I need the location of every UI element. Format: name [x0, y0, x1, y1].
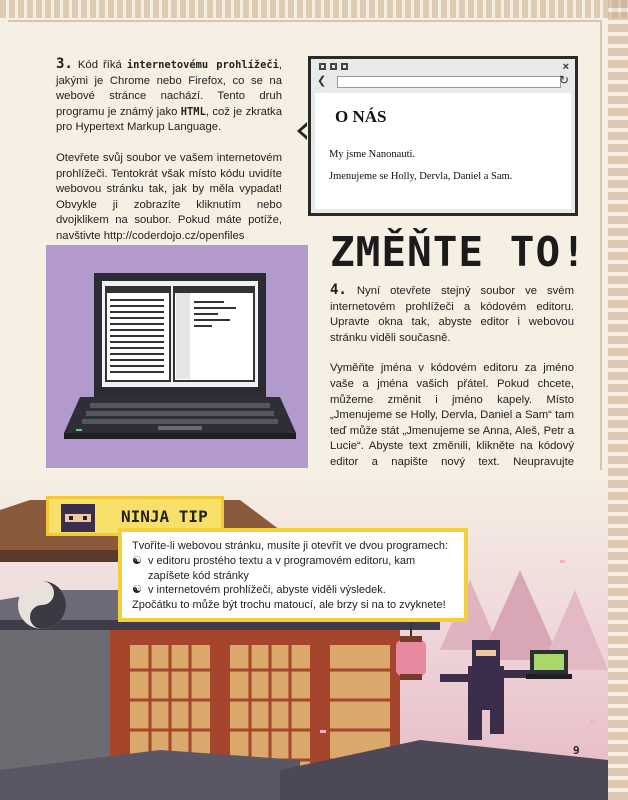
- step4-text-a: Vyměňte jména v kódovém editoru za jméno vaše a jména vašich přátel. Pokud chcete, můžeme změnit i jméno kapely. Místo „Jmenujeme se Holly, Dervla, Daniel a Sam“ tam teď může stát „Jmenujeme se Anna, Aleš, Petr a Lucie“. Abyste text změnili, klikněte na kódový editor a napište nový text. Neupravujte: [330, 362, 574, 468]
- laptop-icon: [46, 245, 308, 468]
- step3-text-e: , což je zkratka pro Hypertext Markup Language.: [56, 105, 282, 134]
- web-page-line-1: My jsme Nanonauti.: [329, 149, 416, 160]
- step4-paragraph-1: [330, 283, 574, 346]
- ninja-tip-title: NINJA TIP: [121, 507, 208, 526]
- tip-item-2: v internetovém prohlížeči, abyste viděli výsledek.: [148, 584, 386, 597]
- step3-paragraph-2: Otevřete svůj soubor ve vašem internetovém prohlížeči. Tentokrát však místo kódu uvidíte webovou stránku tak, jak by měla vypadat! Obvykle ji zobrazíte kliknutím nebo dvojklikem na soubor. Pokud máte potíže, navštivte http://coderdojo.cz/openfiles: [56, 151, 282, 242]
- tip-list-item: [132, 554, 454, 584]
- decorative-border-top: [0, 0, 628, 18]
- browser-window-illustration: [308, 56, 578, 216]
- section-heading: ZMĚŇTE TO!: [330, 228, 587, 276]
- tip-item-1: v editoru prostého textu a v programovém editoru, kam zapíšete kód stránky: [148, 554, 416, 582]
- step3-paragraph-1: [56, 57, 282, 136]
- reload-icon: ↻: [558, 73, 569, 87]
- ninja-tip-box: [118, 528, 468, 622]
- back-arrow-icon: ❮: [317, 75, 327, 87]
- close-icon: ×: [562, 61, 569, 73]
- address-bar: [337, 76, 561, 88]
- step3-text-c: , jakými je Chrome nebo Firefox, co se na webové stránce nachází. Tento druh programu je známý jako: [56, 59, 282, 118]
- web-page-line-2: Jmenujeme se Holly, Dervla, Daniel a Sam.: [329, 171, 513, 182]
- step3-section: [56, 57, 282, 260]
- browser-window-dots: [319, 63, 348, 70]
- step4-text-1: Nyní otevřete stejný soubor ve svém internetovém prohlížeči a kódovém editoru. Upravte okna tak, abyste editor i webovou stránku viděli současně.: [330, 285, 575, 344]
- ninja-icon: [61, 504, 95, 532]
- window-dot-icon: [330, 63, 337, 70]
- pointer-arrow-inner: [301, 126, 307, 136]
- yin-yang-bullet-icon: ☯: [132, 554, 142, 567]
- step3-text-a: Kód říká: [77, 59, 127, 71]
- step4-number: 4.: [330, 282, 347, 298]
- browser-viewport: [315, 93, 571, 209]
- web-page-heading: O NÁS: [335, 107, 387, 126]
- step3-number: 3.: [56, 56, 73, 72]
- laptop-illustration: [46, 245, 308, 468]
- window-dot-icon: [341, 63, 348, 70]
- tip-list-item: [132, 583, 454, 598]
- window-dot-icon: [319, 63, 326, 70]
- step3-term-html: HTML: [180, 105, 206, 118]
- tip-intro: Tvoříte-li webovou stránku, musíte ji otevřít ve dvou programech:: [132, 540, 449, 552]
- tip-outro: Zpočátku to může být trochu matoucí, ale brzy si na to zvyknete!: [132, 599, 446, 612]
- step3-term-browser: internetovému prohlížeči: [126, 59, 279, 71]
- page-number: 9: [573, 744, 580, 757]
- yin-yang-bullet-icon: ☯: [132, 584, 142, 597]
- browser-toolbar: [311, 59, 575, 91]
